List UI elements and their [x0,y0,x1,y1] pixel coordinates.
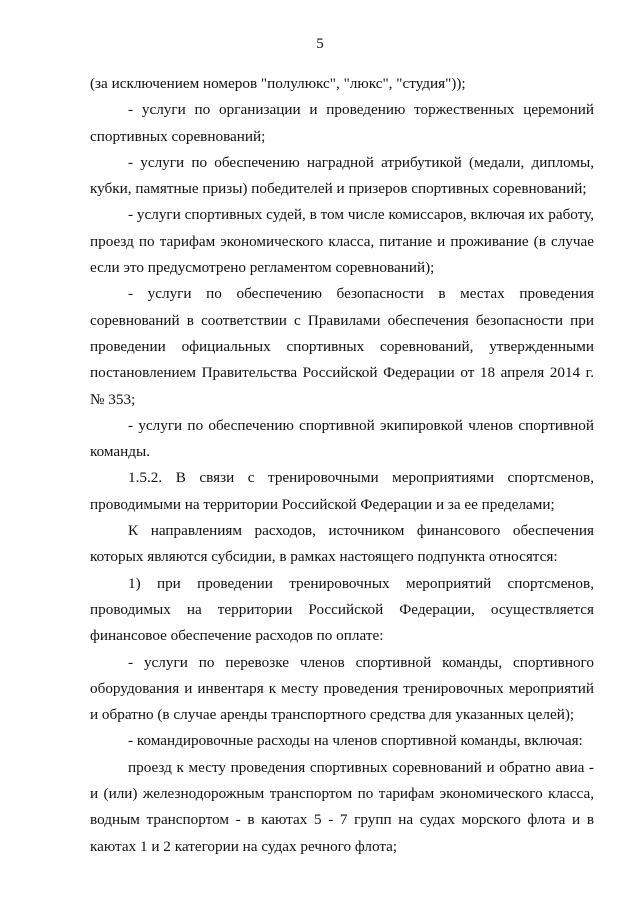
paragraph: проезд к месту проведения спортивных соревнований и обратно авиа - и (или) железнодорожным транспортом по тарифам экономического класса, водным транспортом - в каютах 5 - 7 групп на судах морского флота и в каютах 1 и 2 категории на судах речного флота; [90,758,594,855]
paragraph: К направлениям расходов, источником финансового обеспечения которых являются субсидии, в рамках настоящего подпункта относятся: [90,522,594,566]
paragraph: - командировочные расходы на членов спортивной команды, включая: [128,732,583,750]
document-body [90,71,594,860]
paragraph: - услуги по обеспечению безопасности в местах проведения соревнований в соответствии с Правилами обеспечения безопасности при проведении официальных спортивных соревнований, утвержденными постановлением Правительства Российской Федерации от 18 апреля 2014 г. № 353; [90,285,594,408]
paragraph: (за исключением номеров "полулюкс", "люкс", "студия")); [90,75,466,92]
paragraph: - услуги спортивных судей, в том числе комиссаров, включая их работу, проезд по тарифам экономического класса, питание и проживание (в случае если это предусмотрено регламентом соревнований); [90,206,594,277]
paragraph: - услуги по обеспечению спортивной экипировкой членов спортивной команды. [90,416,594,461]
paragraph: 1.5.2. В связи с тренировочными мероприятиями спортсменов, проводимыми на территории Российской Федерации и за ее пределами; [90,469,594,513]
page-number: 5 [316,36,324,52]
paragraph: - услуги по обеспечению наградной атрибутикой (медали, дипломы, кубки, памятные призы) победителей и призеров спортивных соревнований; [90,153,594,198]
paragraph: - услуги по перевозке членов спортивной команды, спортивного оборудования и инвентаря к месту проведения тренировочных мероприятий и обратно (в случае аренды транспортного средства для указанных целей); [90,653,594,724]
paragraph: 1) при проведении тренировочных мероприятий спортсменов, проводимых на территории Российской Федерации, осуществляется финансовое обеспечение расходов по оплате: [90,574,594,645]
paragraph: - услуги по организации и проведению торжественных церемоний спортивных соревнований; [90,101,594,145]
